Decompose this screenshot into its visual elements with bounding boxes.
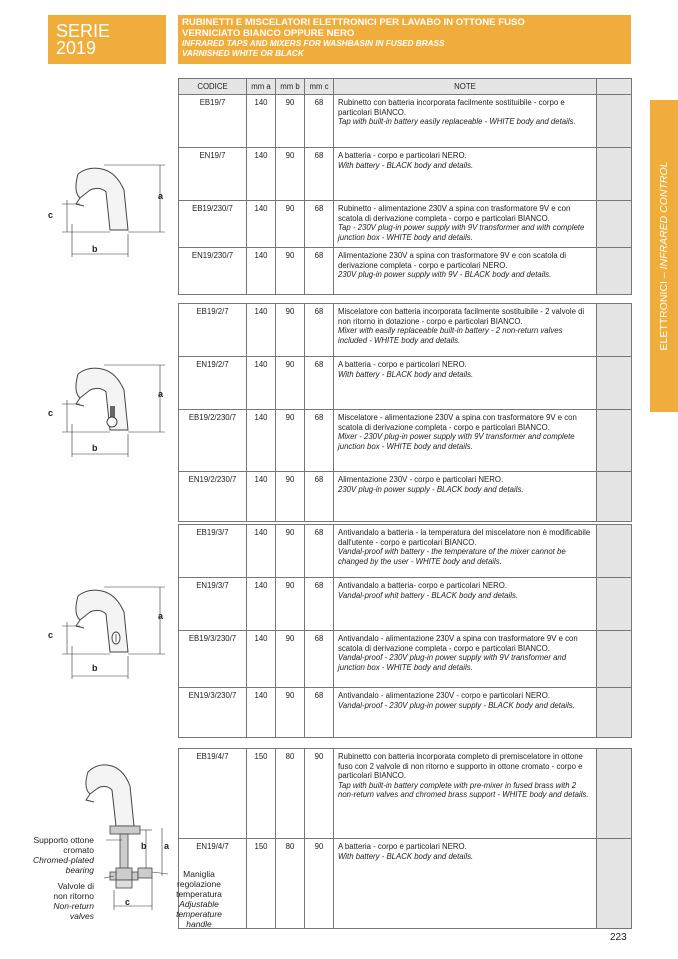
cell-blank <box>597 631 632 688</box>
table-row <box>179 688 632 738</box>
cell-a: 150 <box>247 839 276 929</box>
table-row <box>179 304 632 357</box>
cell-blank <box>597 410 632 472</box>
note-it: A batteria - corpo e particolari NERO. <box>338 151 467 160</box>
note-en: Vandal-proof with battery - the temperature of the mixer cannot be changed by the user - WHITE body and details. <box>338 547 566 566</box>
col-note: NOTE <box>334 79 597 95</box>
cell-note <box>334 248 597 295</box>
label-support <box>24 835 94 875</box>
dim-c-label-1: c <box>48 210 54 220</box>
note-en: Vandal-proof whit battery - BLACK body and details. <box>338 590 519 600</box>
spec-table-mixers <box>178 303 632 522</box>
cell-c: 68 <box>305 525 334 578</box>
side-tab-en: INFRARED CONTROL <box>658 161 670 270</box>
cell-a: 140 <box>247 248 276 295</box>
title-en-line2: VARNISHED WHITE OR BLACK <box>182 49 304 58</box>
table-row <box>179 201 632 248</box>
page-number: 223 <box>610 932 627 943</box>
dim-c-label-3: c <box>48 630 54 640</box>
col-code: CODICE <box>179 79 247 95</box>
dim-b-label-4: b <box>141 841 147 851</box>
cell-a: 140 <box>247 525 276 578</box>
dim-b-label-3: b <box>92 663 98 673</box>
cell-blank <box>597 839 632 929</box>
tap-diagram-1 <box>40 160 175 260</box>
cell-note <box>334 357 597 410</box>
cell-blank <box>597 688 632 738</box>
note-en: Vandal-proof - 230V plug-in power supply with 9V transformer and junction box - WHITE body and details. <box>338 653 567 672</box>
cell-blank <box>597 472 632 522</box>
table-row <box>179 839 632 929</box>
label-handle-it-1: Maniglia <box>183 869 215 879</box>
cell-c: 90 <box>305 749 334 839</box>
cell-code: EN19/3/7 <box>179 578 247 631</box>
note-en: 230V plug-in power supply with 9V - BLACK body and details. <box>338 270 552 279</box>
cell-c: 68 <box>305 95 334 148</box>
table-row <box>179 357 632 410</box>
cell-note <box>334 201 597 248</box>
vandalproof-diagram-3 <box>40 582 175 682</box>
note-it: Rubinetto con batteria incorporata completo di premiscelatore in ottone fuso con 2 valvole di non ritorno e supporto in ottone cromato - corpo e particolari BIANCO. <box>338 752 583 780</box>
spec-table-taps <box>178 78 632 295</box>
cell-blank <box>597 578 632 631</box>
note-it: Miscelatore con batteria incorporata facilmente sostituibile - 2 valvole di non ritorno in dotazione - corpo e particolari BIANCO. <box>338 307 585 326</box>
dim-c-label-4: c <box>125 897 131 907</box>
note-en: Tap with built-in battery complete with pre-mixer in fused brass with 2 non-return valves and chromed brass support - WHITE body and details. <box>338 780 589 799</box>
label-handle <box>164 869 234 929</box>
note-it: Miscelatore - alimentazione 230V a spina con trasformatore 9V e con scatola di derivazione completa - corpo e particolari BIANCO. <box>338 413 577 432</box>
cell-code: EB19/3/230/7 <box>179 631 247 688</box>
table-row <box>179 248 632 295</box>
cell-a: 140 <box>247 148 276 201</box>
cell-code: EN19/3/230/7 <box>179 688 247 738</box>
cell-b: 80 <box>276 839 305 929</box>
dim-b-label-2: b <box>92 443 98 453</box>
col-c: mm c <box>305 79 334 95</box>
cell-code: EN19/2/7 <box>179 357 247 410</box>
note-en: Tap with built-in battery easily replaceable - WHITE body and details. <box>338 117 576 126</box>
dim-a-label-2: a <box>158 389 164 399</box>
note-it: Alimentazione 230V - corpo e particolari NERO. <box>338 475 504 484</box>
cell-c: 68 <box>305 148 334 201</box>
cell-code: EB19/7 <box>179 95 247 148</box>
cell-blank <box>597 357 632 410</box>
series-badge <box>48 15 166 64</box>
note-en: With battery - BLACK body and details. <box>338 851 474 861</box>
cell-blank <box>597 749 632 839</box>
dim-c-label-2: c <box>48 408 54 418</box>
cell-a: 140 <box>247 578 276 631</box>
title-it-line2: VERNICIATO BIANCO OPPURE NERO <box>182 28 355 39</box>
note-en: Vandal-proof - 230V plug-in power supply - BLACK body and details. <box>338 700 575 710</box>
cell-code: EN19/4/7 <box>179 839 247 929</box>
cell-c: 68 <box>305 472 334 522</box>
cell-blank <box>597 201 632 248</box>
cell-code: EB19/2/7 <box>179 304 247 357</box>
note-it: A batteria - corpo e particolari NERO. <box>338 842 467 851</box>
cell-note <box>334 688 597 738</box>
note-it: A batteria - corpo e particolari NERO. <box>338 360 467 369</box>
title-en-line1: INFRARED TAPS AND MIXERS FOR WASHBASIN IN FUSED BRASS <box>182 39 445 48</box>
table-row <box>179 578 632 631</box>
note-it: Antivandalo a batteria- corpo e particolari NERO. <box>338 581 508 590</box>
cell-b: 90 <box>276 410 305 472</box>
cell-note <box>334 525 597 578</box>
cell-note <box>334 410 597 472</box>
cell-note <box>334 839 597 929</box>
cell-note <box>334 472 597 522</box>
cell-b: 90 <box>276 201 305 248</box>
table-row <box>179 472 632 522</box>
cell-c: 68 <box>305 201 334 248</box>
table-row <box>179 631 632 688</box>
cell-c: 68 <box>305 631 334 688</box>
cell-c: 68 <box>305 248 334 295</box>
col-blank <box>597 79 632 95</box>
cell-a: 140 <box>247 410 276 472</box>
label-support-en-2: bearing <box>65 865 94 875</box>
cell-c: 68 <box>305 357 334 410</box>
cell-c: 68 <box>305 304 334 357</box>
side-tab-it: ELETTRONICI – <box>658 269 670 351</box>
cell-code: EB19/3/7 <box>179 525 247 578</box>
cell-a: 140 <box>247 201 276 248</box>
note-en: Tap - 230V plug-in power supply with 9V transformer and with complete junction box - WHITE body and details. <box>338 223 585 242</box>
cell-c: 68 <box>305 410 334 472</box>
label-support-en-1: Chromed-plated <box>33 855 94 865</box>
label-support-it-2: cromato <box>63 845 94 855</box>
cell-note <box>334 631 597 688</box>
label-handle-en-3: handle <box>186 919 212 929</box>
label-valves-en-1: Non-return <box>53 901 94 911</box>
cell-code: EB19/2/230/7 <box>179 410 247 472</box>
label-handle-it-3: temperatura <box>176 889 222 899</box>
cell-b: 80 <box>276 749 305 839</box>
cell-b: 90 <box>276 525 305 578</box>
col-b: mm b <box>276 79 305 95</box>
table-row <box>179 148 632 201</box>
cell-a: 140 <box>247 304 276 357</box>
label-handle-en-1: Adjustable <box>179 899 219 909</box>
cell-code: EB19/230/7 <box>179 201 247 248</box>
spec-table-vandalproof <box>178 524 632 738</box>
cell-note <box>334 304 597 357</box>
note-en: 230V plug-in power supply - BLACK body and details. <box>338 484 524 494</box>
cell-b: 90 <box>276 95 305 148</box>
cell-b: 90 <box>276 357 305 410</box>
cell-a: 140 <box>247 357 276 410</box>
cell-code: EN19/7 <box>179 148 247 201</box>
note-it: Rubinetto - alimentazione 230V a spina con trasformatore 9V e con scatola di derivazione completa - corpo e particolari BIANCO. <box>338 204 571 223</box>
note-en: Mixer - 230V plug-in power supply with 9V transformer and complete junction box - WHITE body and details. <box>338 432 575 451</box>
note-en: Mixer with easily replaceable built-in battery - 2 non-return valves included - WHITE body and details. <box>338 326 563 345</box>
series-year: 2019 <box>56 38 97 58</box>
cell-blank <box>597 304 632 357</box>
cell-note <box>334 749 597 839</box>
spec-table-premixer <box>178 748 632 929</box>
label-handle-it-2: regolazione <box>177 879 221 889</box>
note-en: With battery - BLACK body and details. <box>338 369 474 379</box>
page-title-box <box>178 15 631 64</box>
cell-a: 140 <box>247 688 276 738</box>
cell-b: 90 <box>276 148 305 201</box>
cell-b: 90 <box>276 304 305 357</box>
cell-blank <box>597 248 632 295</box>
label-valves-it-2: non ritorno <box>53 891 94 901</box>
cell-b: 90 <box>276 578 305 631</box>
label-handle-en-2: temperature <box>176 909 222 919</box>
dim-a-label-1: a <box>158 191 164 201</box>
side-tab-label <box>658 161 670 350</box>
cell-c: 68 <box>305 688 334 738</box>
note-it: Rubinetto con batteria incorporata facilmente sostituibile - corpo e particolari BIANCO. <box>338 98 565 117</box>
cell-code: EB19/4/7 <box>179 749 247 839</box>
cell-a: 140 <box>247 95 276 148</box>
note-it: Alimentazione 230V a spina con trasformatore 9V e con scatola di derivazione completa - corpo e particolari NERO. <box>338 251 566 270</box>
cell-code: EN19/230/7 <box>179 248 247 295</box>
cell-code: EN19/2/230/7 <box>179 472 247 522</box>
cell-note <box>334 578 597 631</box>
cell-c: 90 <box>305 839 334 929</box>
dim-b-label-1: b <box>92 244 98 254</box>
cell-blank <box>597 95 632 148</box>
table-row <box>179 410 632 472</box>
title-it-line1: RUBINETTI E MISCELATORI ELETTRONICI PER LAVABO IN OTTONE FUSO <box>182 17 525 28</box>
label-valves-en-2: valves <box>69 911 94 921</box>
note-it: Antivandalo - alimentazione 230V - corpo e particolari NERO. <box>338 691 550 700</box>
label-valves <box>24 881 94 921</box>
cell-c: 68 <box>305 578 334 631</box>
note-it: Antivandalo - alimentazione 230V a spina con trasformatore 9V e con scatola di derivazione completa - corpo e particolari BIANCO. <box>338 634 578 653</box>
cell-note <box>334 95 597 148</box>
dim-a-label-4: a <box>164 841 170 851</box>
cell-a: 150 <box>247 749 276 839</box>
cell-b: 90 <box>276 472 305 522</box>
cell-blank <box>597 148 632 201</box>
series-label: SERIE <box>56 21 111 41</box>
table-row <box>179 525 632 578</box>
cell-b: 90 <box>276 631 305 688</box>
cell-b: 90 <box>276 688 305 738</box>
section-side-tab <box>650 100 678 412</box>
cell-blank <box>597 525 632 578</box>
dim-a-label-3: a <box>158 611 164 621</box>
cell-a: 140 <box>247 631 276 688</box>
cell-a: 140 <box>247 472 276 522</box>
table-row <box>179 95 632 148</box>
col-a: mm a <box>247 79 276 95</box>
label-support-it-1: Supporto ottone <box>33 835 94 845</box>
note-en: With battery - BLACK body and details. <box>338 160 474 170</box>
cell-note <box>334 148 597 201</box>
note-it: Antivandalo a batteria - la temperatura del miscelatore non è modificabile dall'utente - corpo e particolari BIANCO. <box>338 528 591 547</box>
label-valves-it-1: Valvole di <box>57 881 94 891</box>
mixer-diagram-2 <box>40 360 175 460</box>
cell-b: 90 <box>276 248 305 295</box>
table-row <box>179 749 632 839</box>
